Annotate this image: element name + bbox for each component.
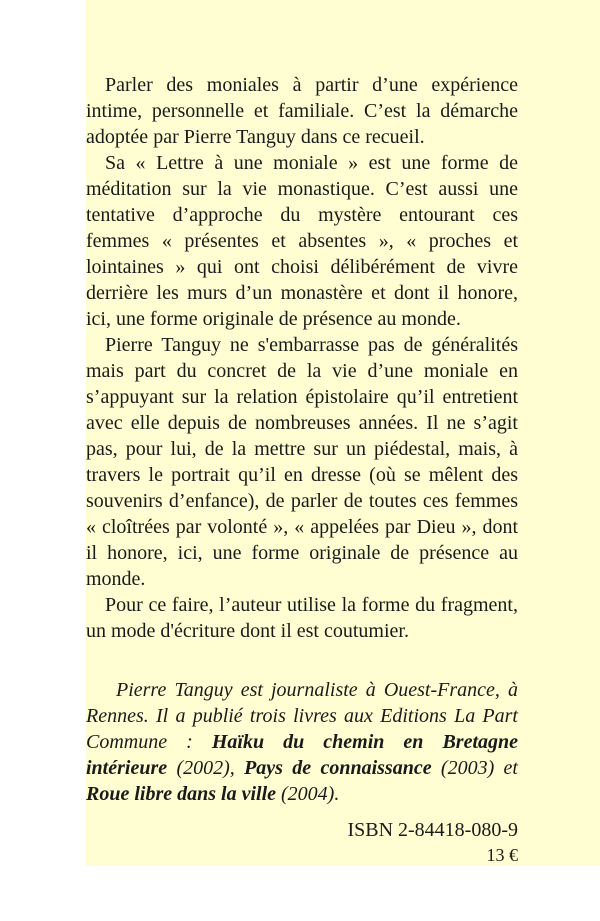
book-year-3: (2004). [276,783,340,805]
book-title-1: Haïku du chemin en Bretagne intérieure [86,731,519,779]
paragraph-1: Parler des moniales à partir d’une expérience intime, personnelle et familiale. C’est la démarche adoptée par Pierre Tanguy dans ce recueil. [86,74,518,148]
paragraph-2: Sa « Lettre à une moniale » est une forme de méditation sur la vie monastique. C’est aussi une tentative d’approche du mystère entourant ces femmes « présentes et absentes », « proches et lointaines » qui ont choisi délibérément de vivre derrière les murs d’un monastère et dont il honore, ici, une forme originale de présence au monde. [86,152,518,330]
price-label: 13 € [486,845,518,865]
paragraph-3: Pierre Tanguy ne s'embarrasse pas de généralités mais part du concret de la vie d’une moniale en s’appuyant sur la relation épistolaire qu’il entretient avec elle depuis de nombreuses années. Il ne s’agit pas, pour lui, de la mettre sur un piédestal, mais, à travers le portrait qu’il en dresse (où se mêlent des souvenirs d’enfance), de parler de toutes ces femmes « cloîtrées par volonté », « appelées par Dieu », dont il honore, ici, une forme originale de présence au monde. [86,334,518,590]
paragraph-4: Pour ce faire, l’auteur utilise la forme du fragment, un mode d'écriture dont il est coutumier. [86,594,518,642]
book-year-2: (2003) et [431,757,518,779]
book-year-1: (2002), [167,757,245,779]
book-title-2: Pays de connaissance [244,757,432,779]
bio-intro: Pierre Tanguy est journaliste à Ouest-France, à Rennes. Il a publié trois livres aux Editions La Part Commune : [86,679,518,753]
book-title-3: Roue libre dans la ville [86,783,276,805]
back-cover-page [86,0,600,866]
isbn-label: ISBN 2-84418-080-9 [347,819,518,841]
author-bio [86,677,518,807]
description-text [86,72,518,644]
